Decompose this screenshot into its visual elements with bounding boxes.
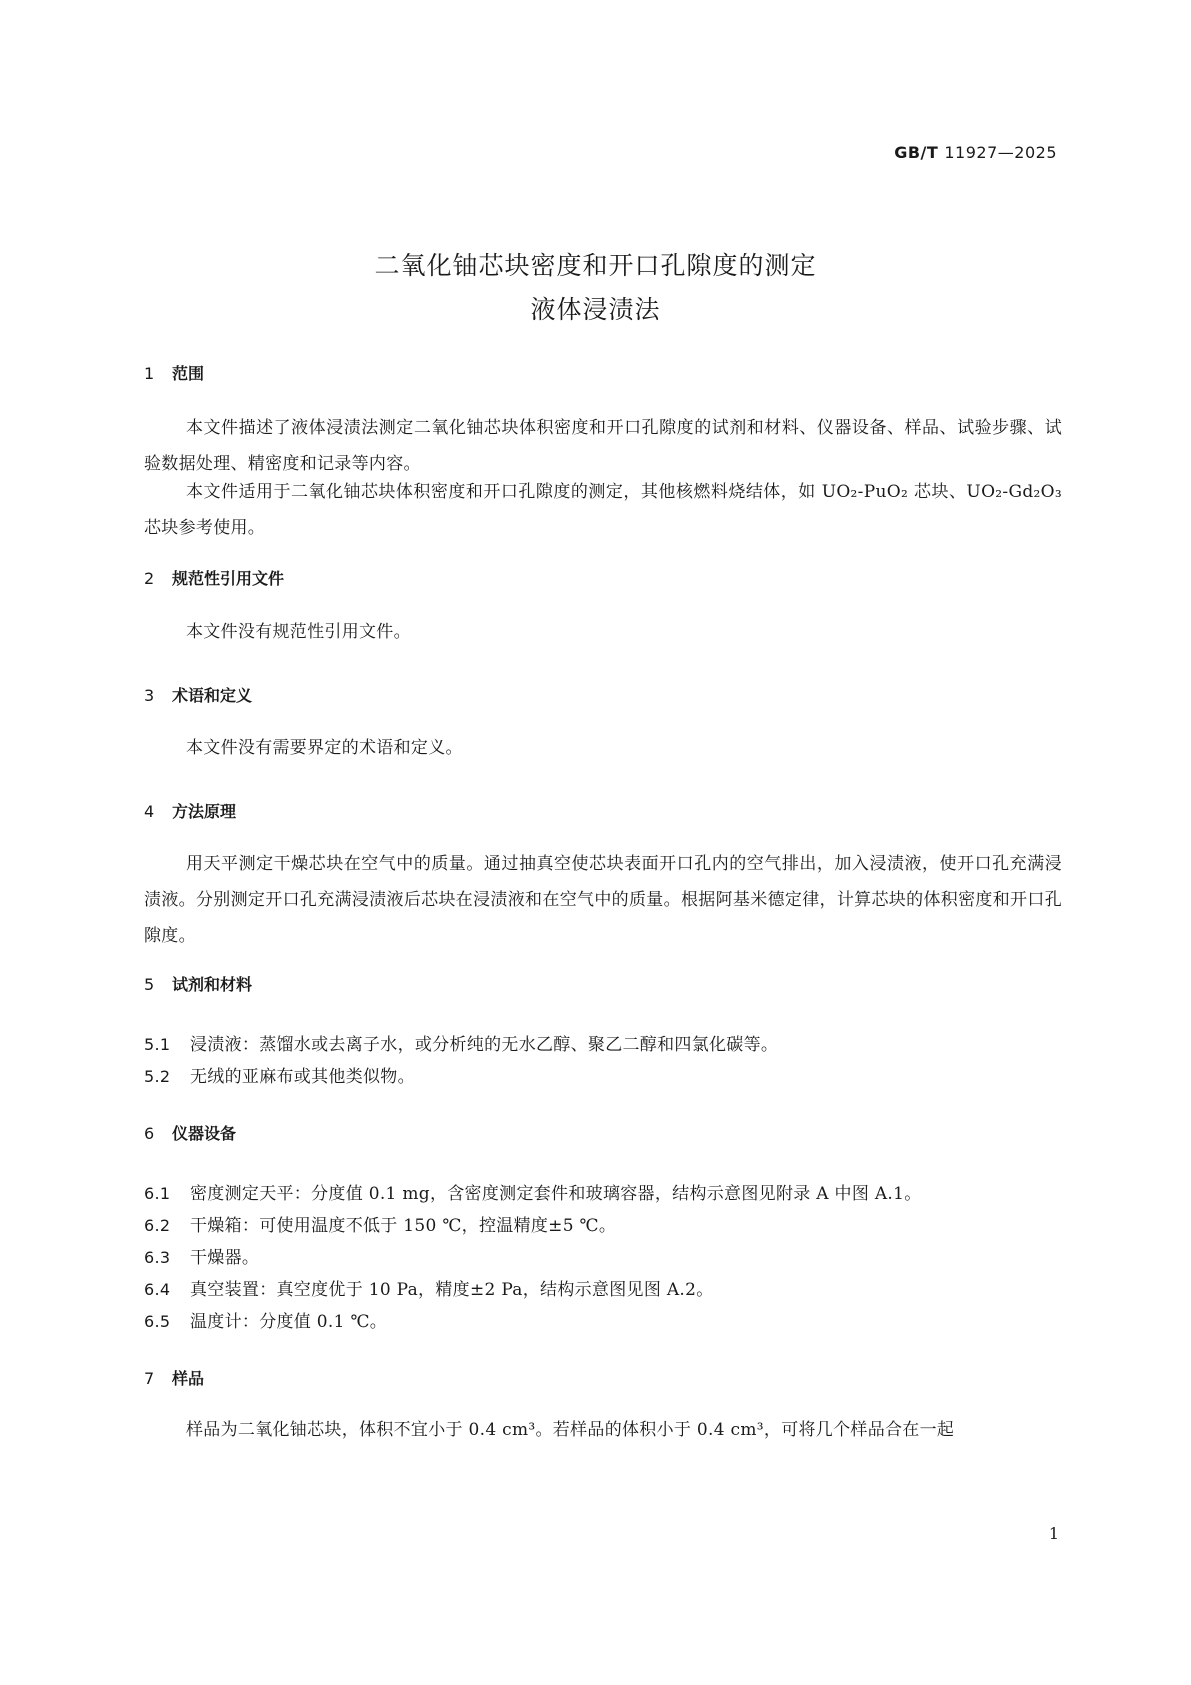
document-title: 二氧化铀芯块密度和开口孔隙度的测定 <box>374 251 817 280</box>
section-number: 6 <box>144 1124 155 1143</box>
section-number: 5 <box>144 975 155 994</box>
paragraph: 本文件描述了液体浸渍法测定二氧化铀芯块体积密度和开口孔隙度的试剂和材料、仪器设备、样品、试验步骤、试验数据处理、精密度和记录等内容。 <box>144 418 1062 474</box>
paragraph: 样品为二氧化铀芯块，体积不宜小于 0.4 cm³。若样品的体积小于 0.4 cm³，可将几个样品合在一起 <box>186 1420 955 1440</box>
item-number: 6.2 <box>144 1216 171 1235</box>
paragraph: 本文件适用于二氧化铀芯块体积密度和开口孔隙度的测定，其他核燃料烧结体，如 UO₂-PuO₂ 芯块、UO₂-Gd₂O₃ 芯块参考使用。 <box>144 482 1062 538</box>
list-item <box>144 1275 1062 1300</box>
paragraph: 用天平测定干燥芯块在空气中的质量。通过抽真空使芯块表面开口孔内的空气排出，加入浸渍液，使开口孔充满浸渍液。分别测定开口孔充满浸渍液后芯块在浸渍液和在空气中的质量。根据阿基米德定律，计算芯块的体积密度和开口孔隙度。 <box>144 854 1062 946</box>
list-item <box>144 1062 1062 1087</box>
section-title: 方法原理 <box>172 802 237 821</box>
section-number: 7 <box>144 1369 155 1388</box>
section-title: 术语和定义 <box>172 686 253 705</box>
item-text: 无绒的亚麻布或其他类似物。 <box>190 1067 415 1087</box>
section-heading <box>144 1366 204 1389</box>
item-number: 6.1 <box>144 1184 171 1203</box>
standard-code <box>894 143 1057 162</box>
section-title: 规范性引用文件 <box>172 569 285 588</box>
list-item <box>144 1243 1062 1268</box>
section-heading <box>144 1121 236 1144</box>
paragraph: 本文件没有需要界定的术语和定义。 <box>186 738 463 758</box>
section-heading <box>144 361 204 384</box>
section-heading <box>144 799 236 822</box>
document-subtitle: 液体浸渍法 <box>530 295 661 324</box>
item-number: 5.1 <box>144 1035 171 1054</box>
section-heading <box>144 566 284 589</box>
item-number: 6.3 <box>144 1248 171 1267</box>
standard-number: 11927—2025 <box>944 143 1057 162</box>
page-number: 1 <box>1048 1524 1059 1543</box>
item-text: 密度测定天平：分度值 0.1 mg，含密度测定套件和玻璃容器，结构示意图见附录 A 中图 A.1。 <box>190 1184 922 1204</box>
item-text: 温度计：分度值 0.1 ℃。 <box>190 1312 388 1332</box>
section-title: 样品 <box>172 1369 205 1388</box>
section-title: 范围 <box>172 364 205 383</box>
item-number: 6.5 <box>144 1312 171 1331</box>
section-heading <box>144 972 252 995</box>
item-text: 干燥器。 <box>190 1248 260 1268</box>
item-number: 5.2 <box>144 1067 171 1086</box>
standard-prefix: GB/T <box>894 143 939 162</box>
section-heading <box>144 683 252 706</box>
section-title: 仪器设备 <box>172 1124 237 1143</box>
item-text: 浸渍液：蒸馏水或去离子水，或分析纯的无水乙醇、聚乙二醇和四氯化碳等。 <box>190 1035 779 1055</box>
list-item <box>144 1030 1062 1055</box>
item-text: 干燥箱：可使用温度不低于 150 ℃，控温精度±5 ℃。 <box>190 1216 617 1236</box>
item-text: 真空装置：真空度优于 10 Pa，精度±2 Pa，结构示意图见图 A.2。 <box>190 1280 714 1300</box>
section-title: 试剂和材料 <box>172 975 253 994</box>
list-item <box>144 1211 1062 1236</box>
list-item <box>144 1179 1062 1204</box>
item-number: 6.4 <box>144 1280 171 1299</box>
list-item <box>144 1307 1062 1332</box>
section-number: 4 <box>144 802 155 821</box>
section-number: 2 <box>144 569 155 588</box>
section-number: 1 <box>144 364 155 383</box>
paragraph: 本文件没有规范性引用文件。 <box>186 622 411 642</box>
section-number: 3 <box>144 686 155 705</box>
